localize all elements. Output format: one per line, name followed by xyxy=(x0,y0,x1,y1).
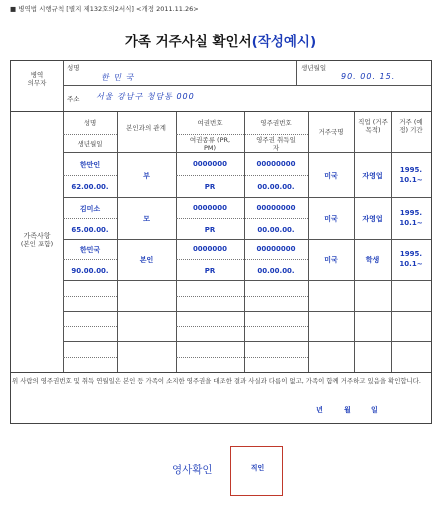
consul-confirmation-label: 영사확인 xyxy=(172,464,213,476)
header-period: 거주 (예정) 기간 xyxy=(399,118,423,134)
title-main: 가족 거주사실 확인서 xyxy=(124,34,252,50)
confirmation-statement: 위 사람의 영주권번호 및 취득 연월일은 본인 등 가족이 소지한 영주권을 대조한 결과 사실과 다름이 없고, 가족이 함께 거주하고 있음을 확인합니다. xyxy=(12,377,421,385)
obligor-address-label: 주소 xyxy=(67,95,80,103)
header-relation: 본인과의 관계 xyxy=(126,124,166,132)
obligor-name-value: 한 민 국 xyxy=(101,73,135,82)
date-year-label: 년 xyxy=(316,406,323,414)
header-pr-date: 영주권 취득일자 xyxy=(256,136,296,152)
header-country: 거주국명 xyxy=(318,128,344,136)
official-seal-box xyxy=(230,446,283,496)
obligor-address-value: 서울 강남구 청담동 000 xyxy=(96,92,195,101)
date-month-label: 월 xyxy=(344,406,351,414)
obligor-section xyxy=(11,61,431,112)
date-day-label: 일 xyxy=(371,406,378,414)
obligor-birth-label: 생년월일 xyxy=(301,64,327,72)
seal-label: 직인 xyxy=(250,464,265,472)
form-header-note: ■ 병역법 시행규칙 [별지 제132호의2서식] <개정 2011.11.26> xyxy=(10,5,199,13)
obligor-birth-value: 90. 00. 15. xyxy=(341,72,396,81)
form-frame xyxy=(10,60,432,424)
header-passport-type: 여권종류 (PR, PM) xyxy=(189,136,231,152)
header-job: 직업 (거주 목적) xyxy=(358,118,388,134)
family-section-label: 가족사항 (본인 포함) xyxy=(20,232,54,248)
header-pr-no: 영주권번호 xyxy=(260,119,292,127)
header-birth: 생년월일 xyxy=(77,140,103,148)
header-passport-no: 여권번호 xyxy=(197,119,223,127)
family-section: 가족사항 (본인 포함) 성명 생년월일 본인과의 관계 여권번호 여권종류 (PR, PM) 영주권번호 영주권 취득일자 거주국명 직업 (거주 목적) 거주 (예정) 기간 한만인 62.00.00. 부 0000000 PR 00000000 00.00.00. 미국 자영업 1995. 10.1~ 김미소 65.00.00. 모 0000000 PR 00000000 00.00.00. 미국 자영업 1995. 10.1~ 한민국 90.00.00. 본인 0000000 PR 00000000 00.00.00. 미국 학생 1995. 10.1~ xyxy=(11,112,431,373)
header-name: 성명 xyxy=(83,119,97,127)
title-example-tag: (작성예시) xyxy=(251,34,317,50)
obligor-section-label: 병역 의무자 xyxy=(27,71,47,87)
document-title xyxy=(0,30,441,50)
obligor-name-label: 성명 xyxy=(67,64,80,72)
